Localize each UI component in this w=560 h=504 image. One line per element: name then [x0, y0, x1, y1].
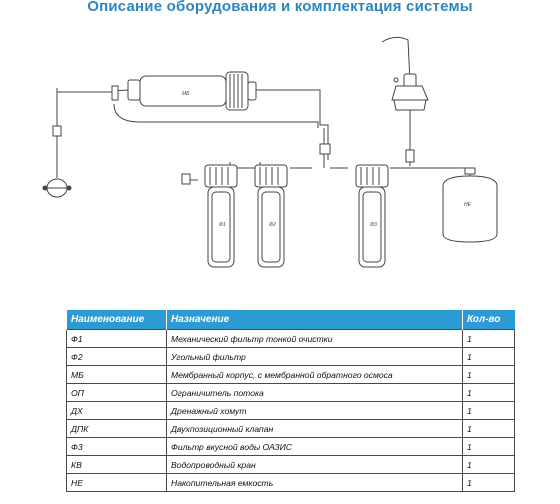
cell-qty: 1 — [463, 348, 515, 366]
cell-purpose: Двухпозиционный клапан — [167, 420, 463, 438]
cell-qty: 1 — [463, 366, 515, 384]
cell-purpose: Ограничитель потока — [167, 384, 463, 402]
column-header-name: Наименование — [67, 310, 167, 330]
table-row — [67, 456, 515, 474]
cell-qty: 1 — [463, 456, 515, 474]
table-row — [67, 420, 515, 438]
cell-name: Ф2 — [67, 348, 167, 366]
tubing — [255, 90, 328, 160]
tubing — [114, 104, 318, 128]
table-row — [67, 348, 515, 366]
cell-qty: 1 — [463, 474, 515, 492]
storage-tank — [443, 168, 497, 242]
cell-name: КВ — [67, 456, 167, 474]
cell-name: Ф3 — [67, 438, 167, 456]
tank-label: НЕ — [464, 202, 471, 208]
filter-f3 — [356, 165, 388, 267]
membrane-housing — [128, 72, 256, 110]
cell-purpose: Механический фильтр тонкой очистки — [167, 330, 463, 348]
cell-name: МБ — [67, 366, 167, 384]
cell-name: НЕ — [67, 474, 167, 492]
cell-qty: 1 — [463, 330, 515, 348]
filter-f3-label: Ф3 — [370, 222, 377, 228]
cell-name: ОП — [67, 384, 167, 402]
cell-purpose: Дренажный хомут — [167, 402, 463, 420]
membrane-label: МБ — [182, 91, 190, 97]
cell-purpose: Фильтр вкусной воды ОАЗИС — [167, 438, 463, 456]
cell-qty: 1 — [463, 420, 515, 438]
system-diagram — [0, 18, 560, 304]
cell-name: Ф1 — [67, 330, 167, 348]
cell-name: ДПК — [67, 420, 167, 438]
filter-f2 — [255, 165, 287, 267]
cell-purpose: Угольный фильтр — [167, 348, 463, 366]
cell-name: ДХ — [67, 402, 167, 420]
cell-purpose: Водопроводный кран — [167, 456, 463, 474]
table-row — [67, 402, 515, 420]
table-row — [67, 330, 515, 348]
table-row — [67, 438, 515, 456]
page-title: Описание оборудования и комплектация системы — [87, 0, 473, 15]
cell-purpose: Накопительная емкость — [167, 474, 463, 492]
table-row — [67, 384, 515, 402]
column-header-purpose: Назначение — [167, 310, 463, 330]
faucet — [382, 37, 428, 110]
cell-purpose: Мембранный корпус, с мембранной обратного осмоса — [167, 366, 463, 384]
cell-qty: 1 — [463, 384, 515, 402]
filter-f1 — [205, 165, 237, 267]
table-row — [67, 366, 515, 384]
filter-f2-label: Ф2 — [269, 222, 276, 228]
column-header-qty: Кол-во — [463, 310, 515, 330]
filter-f1-label: Ф1 — [219, 222, 226, 228]
cell-qty: 1 — [463, 438, 515, 456]
cell-qty: 1 — [463, 402, 515, 420]
table-header-row — [67, 310, 515, 330]
equipment-table — [66, 310, 515, 492]
table-row — [67, 474, 515, 492]
